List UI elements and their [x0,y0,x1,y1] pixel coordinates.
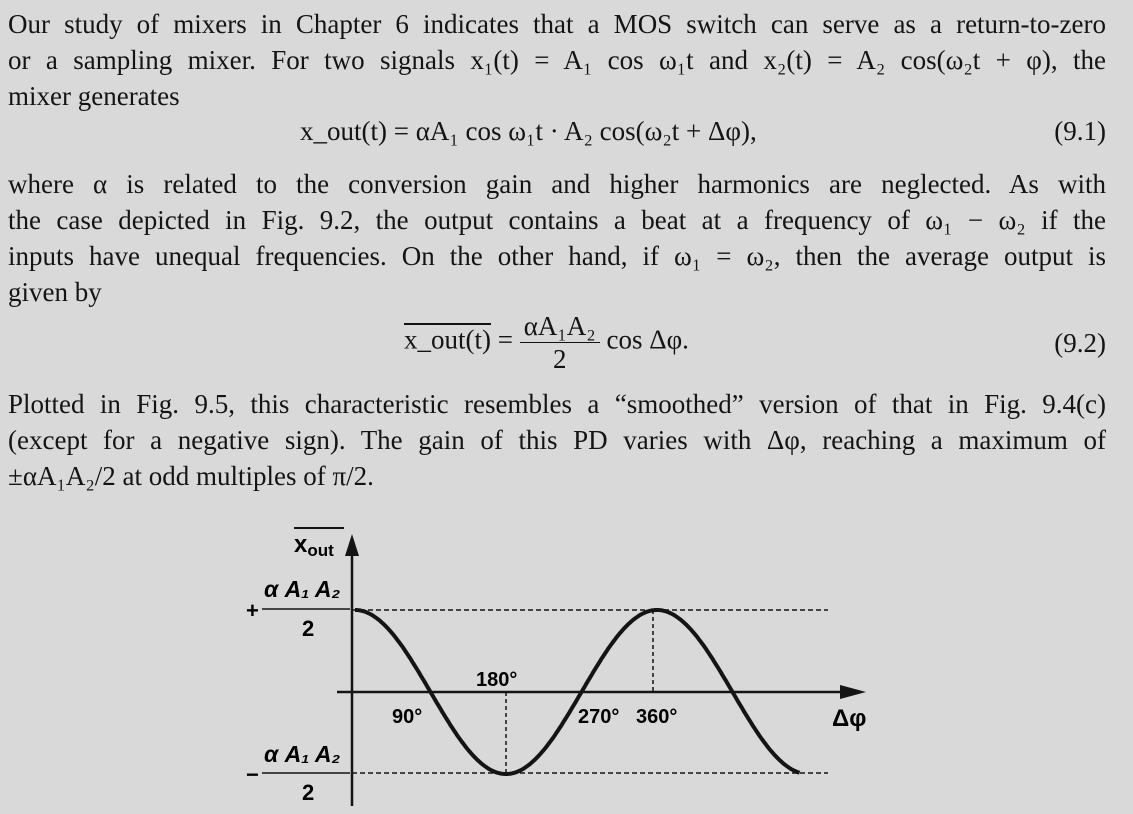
tick-label-360: 360° [636,706,678,728]
text-line: ±αA₁A₂/2 at odd multiples of π/2. [8,461,374,491]
fraction-numerator: αA₁A₂ [520,310,600,343]
text-line: given by [8,277,102,307]
equation-body: x_out(t) = αA₁ cos ω₁t · A₂ cos(ω₂t + Δφ), [300,116,757,146]
text-line: where α is related to the conversion gain and higher harmonics are neglected. As with [8,169,1106,199]
bottom-sign: − [246,762,259,787]
text-line: or a sampling mixer. For two signals x₁(t) = A₁ cos ω₁t and x₂(t) = A₂ cos(ω₂t + φ), the [8,45,1106,75]
top-sign: + [246,598,259,623]
x-axis-arrow [840,685,866,699]
equation-number: (9.1) [1054,116,1106,146]
bottom-amp-den: 2 [302,780,315,805]
text-line: (except for a negative sign). The gain of this PD varies with Δφ, reaching a maximum of [8,425,1106,455]
bottom-amp-label: α A₁ A₂ [264,741,341,767]
tick-label-90: 90° [392,706,423,728]
top-amp-label: α A₁ A₂ [264,576,341,602]
equation-rhs: cos Δφ. [606,324,689,355]
text-line: the case depicted in Fig. 9.2, the output contains a beat at a frequency of ω₁ − ω₂ if the [8,205,1106,235]
tick-label-270: 270° [578,706,620,728]
top-amp-den: 2 [302,616,315,641]
x-axis-label: Δφ [832,705,867,732]
text-line: inputs have unequal frequencies. On the other hand, if ω₁ = ω₂, then the average output is [8,241,1106,271]
equation-number: (9.2) [1054,328,1106,358]
text-line: mixer generates [8,81,180,111]
y-axis-arrow [345,534,359,556]
text-line: Our study of mixers in Chapter 6 indicates that a MOS switch can serve as a return-to-zero [8,9,1106,39]
equation-body: x_out(t) = $\frac{\text{αA₁A₂}}{2}$ cos Δφ. [404,311,689,374]
fraction-denominator: 2 [552,344,567,374]
equation-lhs: x_out(t) [404,324,491,355]
y-axis-label: xout [294,531,334,560]
tick-label-180: 180° [476,669,518,691]
text-line: Plotted in Fig. 9.5, this characteristic resembles a “smoothed” version of that in Fig. 9.4(c) [8,389,1106,419]
